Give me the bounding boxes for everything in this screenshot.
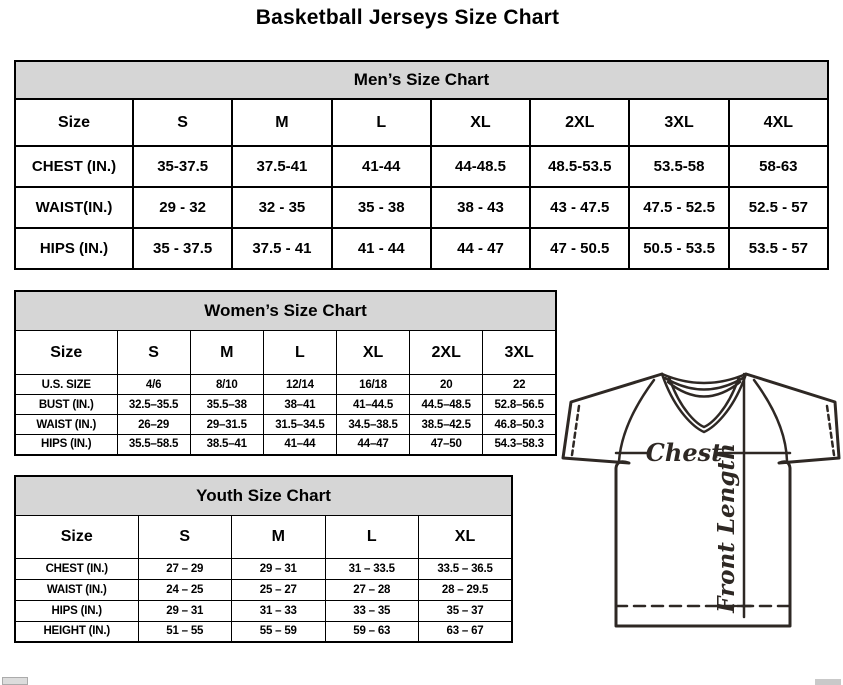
womens-table-row: [15, 435, 556, 455]
youth-value-cell: 33.5 – 36.5: [419, 558, 513, 579]
womens-size-chart-table: [14, 290, 557, 456]
womens-value-cell: 29–31.5: [190, 415, 263, 435]
youth-value-cell: 27 – 28: [325, 579, 419, 600]
womens-header-m: M: [190, 331, 263, 375]
youth-value-cell: 51 – 55: [138, 621, 232, 642]
mens-header-s: S: [133, 99, 232, 146]
womens-value-cell: 34.5–38.5: [336, 415, 409, 435]
mens-value-cell: 32 - 35: [232, 187, 331, 228]
youth-row-label: HIPS (IN.): [15, 600, 138, 621]
mens-table-row: [15, 146, 828, 187]
front-length-label: Front Length: [713, 443, 740, 613]
womens-value-cell: 38–41: [263, 395, 336, 415]
womens-header-xl: XL: [336, 331, 409, 375]
youth-value-cell: 24 – 25: [138, 579, 232, 600]
womens-value-cell: 41–44.5: [336, 395, 409, 415]
mens-value-cell: 52.5 - 57: [729, 187, 828, 228]
youth-size-chart-table: [14, 475, 513, 644]
youth-header-row: [15, 515, 512, 558]
youth-header-size: Size: [15, 515, 138, 558]
mens-value-cell: 38 - 43: [431, 187, 530, 228]
mens-value-cell: 35 - 37.5: [133, 228, 232, 269]
youth-header-s: S: [138, 515, 232, 558]
mens-header-xl: XL: [431, 99, 530, 146]
womens-value-cell: 16/18: [336, 375, 409, 395]
youth-value-cell: 63 – 67: [419, 621, 513, 642]
youth-table-title: Youth Size Chart: [15, 476, 512, 516]
youth-row-label: HEIGHT (IN.): [15, 621, 138, 642]
youth-value-cell: 59 – 63: [325, 621, 419, 642]
mens-row-label: HIPS (IN.): [15, 228, 133, 269]
youth-header-xl: XL: [419, 515, 513, 558]
womens-row-label: WAIST (IN.): [15, 415, 117, 435]
chest-label: Chest: [645, 438, 723, 467]
mens-value-cell: 37.5-41: [232, 146, 331, 187]
mens-value-cell: 44-48.5: [431, 146, 530, 187]
mens-header-row: [15, 99, 828, 146]
youth-table-row: [15, 600, 512, 621]
jersey-outline-icon: [553, 368, 843, 630]
womens-value-cell: 31.5–34.5: [263, 415, 336, 435]
mens-value-cell: 43 - 47.5: [530, 187, 629, 228]
womens-value-cell: 44–47: [336, 435, 409, 455]
youth-value-cell: 25 – 27: [232, 579, 326, 600]
mens-value-cell: 41 - 44: [332, 228, 431, 269]
womens-header-3xl: 3XL: [483, 331, 556, 375]
youth-value-cell: 29 – 31: [232, 558, 326, 579]
womens-header-l: L: [263, 331, 336, 375]
mens-row-label: WAIST(IN.): [15, 187, 133, 228]
mens-table-row: [15, 187, 828, 228]
womens-value-cell: 32.5–35.5: [117, 395, 190, 415]
mens-value-cell: 37.5 - 41: [232, 228, 331, 269]
mens-header-2xl: 2XL: [530, 99, 629, 146]
scrollbar-fragment-right[interactable]: [815, 679, 841, 685]
mens-value-cell: 41-44: [332, 146, 431, 187]
mens-size-chart-table: [14, 60, 829, 270]
mens-value-cell: 35-37.5: [133, 146, 232, 187]
womens-header-row: [15, 331, 556, 375]
mens-row-label: CHEST (IN.): [15, 146, 133, 187]
womens-value-cell: 41–44: [263, 435, 336, 455]
mens-table-row: [15, 228, 828, 269]
womens-table-row: [15, 375, 556, 395]
mens-value-cell: 58-63: [729, 146, 828, 187]
youth-value-cell: 35 – 37: [419, 600, 513, 621]
mens-table-title: Men’s Size Chart: [15, 61, 828, 99]
youth-value-cell: 31 – 33: [232, 600, 326, 621]
youth-value-cell: 31 – 33.5: [325, 558, 419, 579]
womens-value-cell: 12/14: [263, 375, 336, 395]
mens-header-size: Size: [15, 99, 133, 146]
mens-value-cell: 29 - 32: [133, 187, 232, 228]
mens-value-cell: 35 - 38: [332, 187, 431, 228]
jersey-measurement-diagram: [553, 368, 843, 630]
youth-header-m: M: [232, 515, 326, 558]
womens-value-cell: 54.3–58.3: [483, 435, 556, 455]
mens-value-cell: 47 - 50.5: [530, 228, 629, 269]
mens-value-cell: 44 - 47: [431, 228, 530, 269]
womens-row-label: BUST (IN.): [15, 395, 117, 415]
youth-value-cell: 28 – 29.5: [419, 579, 513, 600]
youth-value-cell: 27 – 29: [138, 558, 232, 579]
womens-value-cell: 35.5–58.5: [117, 435, 190, 455]
mens-value-cell: 53.5 - 57: [729, 228, 828, 269]
mens-header-4xl: 4XL: [729, 99, 828, 146]
womens-value-cell: 47–50: [410, 435, 483, 455]
mens-value-cell: 53.5-58: [629, 146, 728, 187]
womens-header-2xl: 2XL: [410, 331, 483, 375]
youth-header-l: L: [325, 515, 419, 558]
mens-header-l: L: [332, 99, 431, 146]
womens-value-cell: 20: [410, 375, 483, 395]
womens-header-s: S: [117, 331, 190, 375]
womens-row-label: HIPS (IN.): [15, 435, 117, 455]
womens-table-title: Women’s Size Chart: [15, 291, 556, 331]
womens-value-cell: 22: [483, 375, 556, 395]
womens-value-cell: 44.5–48.5: [410, 395, 483, 415]
youth-value-cell: 55 – 59: [232, 621, 326, 642]
womens-value-cell: 8/10: [190, 375, 263, 395]
youth-table-row: [15, 579, 512, 600]
womens-value-cell: 38.5–42.5: [410, 415, 483, 435]
youth-row-label: WAIST (IN.): [15, 579, 138, 600]
womens-value-cell: 4/6: [117, 375, 190, 395]
womens-header-size: Size: [15, 331, 117, 375]
womens-value-cell: 46.8–50.3: [483, 415, 556, 435]
womens-table-row: [15, 415, 556, 435]
womens-row-label: U.S. SIZE: [15, 375, 117, 395]
page-title: Basketball Jerseys Size Chart: [255, 6, 560, 29]
youth-row-label: CHEST (IN.): [15, 558, 138, 579]
youth-value-cell: 33 – 35: [325, 600, 419, 621]
youth-table-row: [15, 558, 512, 579]
mens-header-3xl: 3XL: [629, 99, 728, 146]
mens-value-cell: 47.5 - 52.5: [629, 187, 728, 228]
womens-value-cell: 38.5–41: [190, 435, 263, 455]
womens-value-cell: 35.5–38: [190, 395, 263, 415]
mens-header-m: M: [232, 99, 331, 146]
mens-value-cell: 48.5-53.5: [530, 146, 629, 187]
womens-value-cell: 26–29: [117, 415, 190, 435]
scrollbar-fragment-left[interactable]: [2, 677, 28, 685]
mens-value-cell: 50.5 - 53.5: [629, 228, 728, 269]
youth-value-cell: 29 – 31: [138, 600, 232, 621]
youth-table-row: [15, 621, 512, 642]
womens-table-row: [15, 395, 556, 415]
womens-value-cell: 52.8–56.5: [483, 395, 556, 415]
